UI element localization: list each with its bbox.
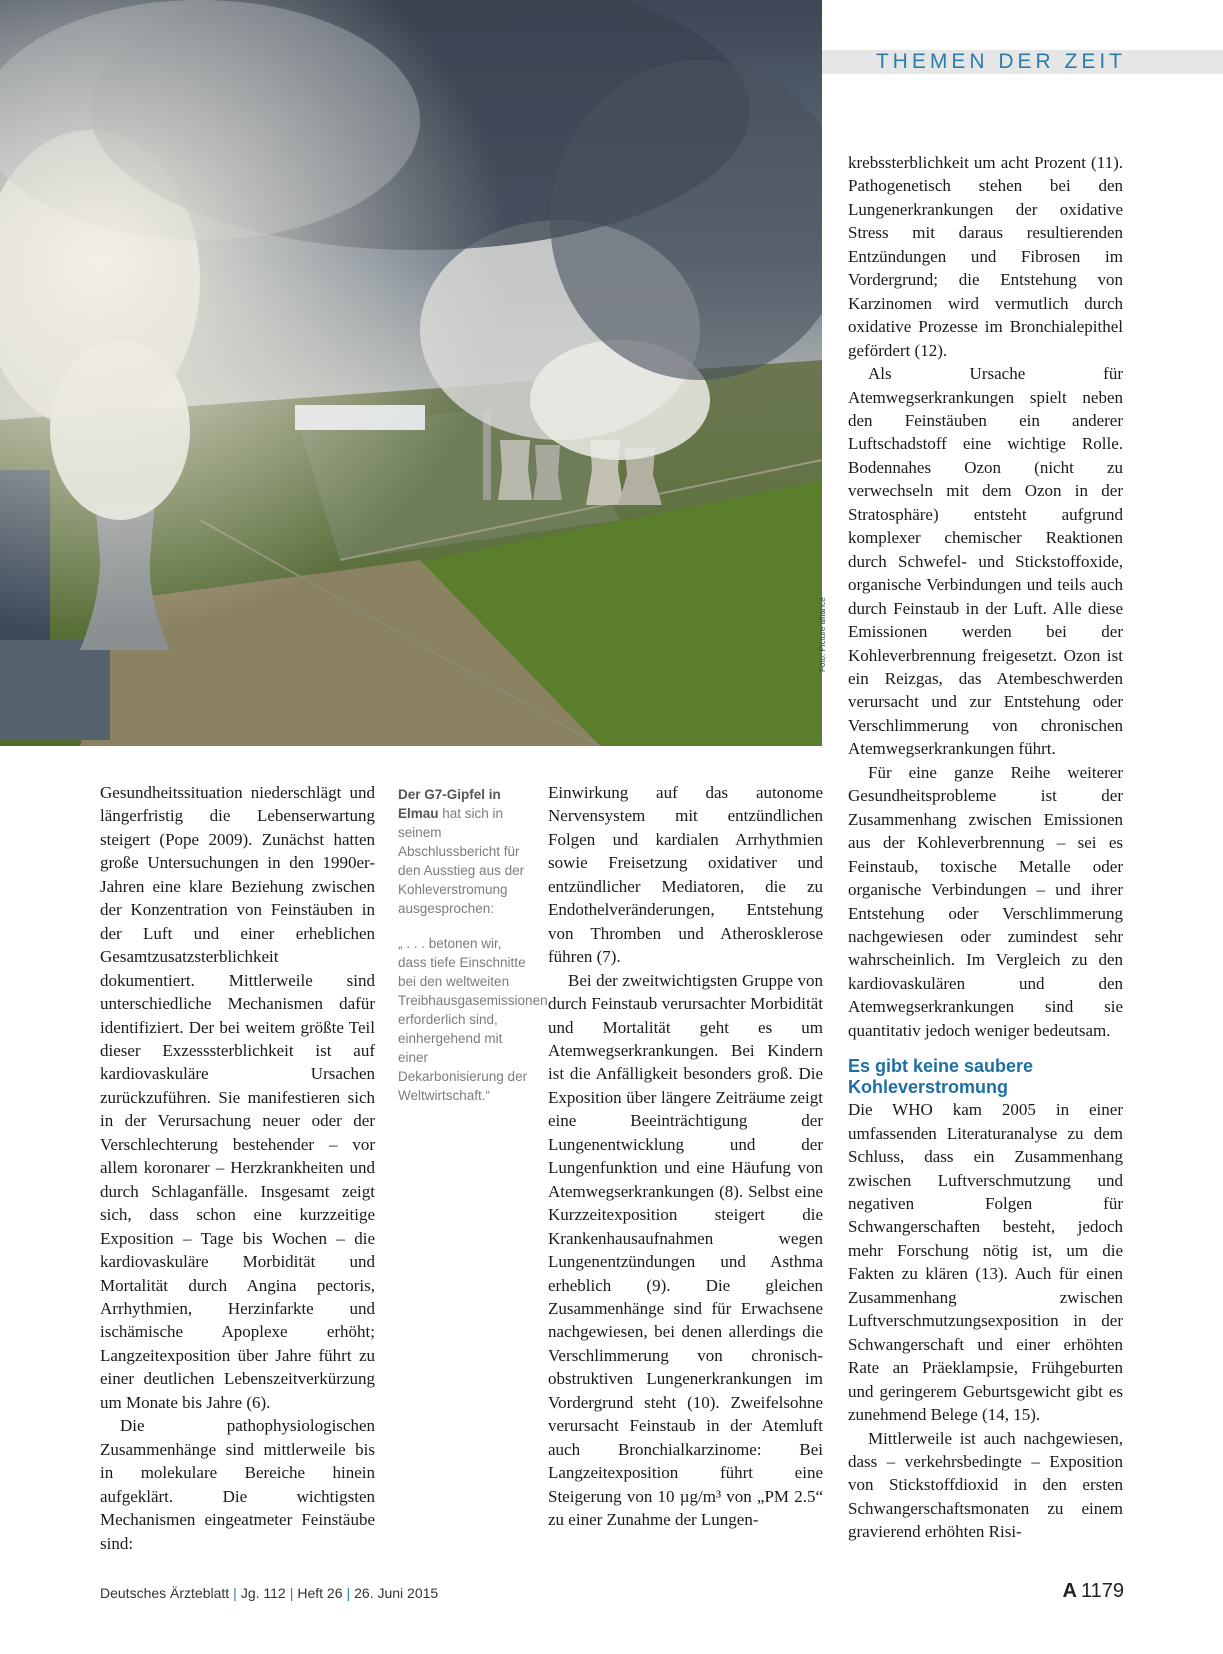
paragraph: Gesundheitssituation niederschlägt und längerfristig die Lebenserwartung steigert (Pope 2009). Zunächst hatten große Untersuchungen in den 1990er-Jahren eine klare Beziehung zwischen der Konzentration von Feinstäuben in der Luft und einer erheblichen Gesamtzusatzsterblichkeit dokumentiert. Mittlerweile sind unterschiedliche Mechanismen dafür identifiziert. Der bei weitem größte Teil dieser Exzesssterblichkeit ist auf kardiovaskuläre Ursachen zurückzuführen. Sie manifestieren sich in der Verursachung neuer oder der Verschlechterung bestehender – vor allem koronarer – Herzkrankheiten und durch Schlaganfälle. Insgesamt zeigt sich, dass schon eine kurzzeitige Exposition – Tage bis Wochen – die kardiovaskuläre Morbidität und Mortalität durch Angina pectoris, Arrhythmien, Herzinfarkte und ischämische Apoplexe erhöht; Langzeitexposition über Jahre führt zu einer deutlichen Lebenszeitverkürzung um Monate bis Jahre (6).	[100, 783, 375, 1412]
sidebar-lead-strong: Der G7-Gipfel in Elmau	[398, 787, 501, 821]
footer-separator: |	[289, 1585, 294, 1601]
page-number	[1040, 1580, 1124, 1603]
text-column-2	[548, 781, 823, 1532]
power-plant-photo	[0, 0, 822, 746]
journal-name: Deutsches Ärzteblatt	[100, 1585, 230, 1601]
footer-separator: |	[233, 1585, 237, 1601]
paragraph: Mittlerweile ist auch nachgewiesen, dass – verkehrsbedingte – Exposition von Stickstoffdioxid in den ersten Schwangerschaftsmonaten zu einem gravierend erhöhten Risi-	[848, 1428, 1123, 1542]
text-column-3	[848, 151, 1123, 1544]
paragraph: Als Ursache für Atemwegserkrankungen spielt neben den Feinstäuben ein anderer Luftschadstoff eine wichtige Rolle. Bodennahes Ozon (nicht zu verwechseln mit dem Ozon in der Stratosphäre) entsteht aufgrund komplexer chemischer Reaktionen durch Schwefel- und Stickstoffoxide, organische Verbindungen und teils auch durch Feinstaub in der Luft. Alle diese Emissionen werden bei der Kohleverbrennung freigesetzt. Ozon ist ein Reizgas, das Atembeschwerden verursacht und zur Entstehung oder Verschlimmerung von chronischen Atemwegserkrankungen führt.	[848, 364, 1123, 759]
power-plant-illustration	[0, 0, 822, 746]
paragraph: Bei der zweitwichtigsten Gruppe von durch Feinstaub verursachter Morbidität und Mortalität geht es um Atemwegserkrankungen. Bei Kindern ist die Anfälligkeit besonders groß. Die Exposition über längere Zeiträume zeigt eine Beeinträchtigung der Lungenentwicklung und der Lungenfunktion und eine Häufung von Atemwegserkrankungen (8). Selbst eine Kurzzeitexposition steigert die Krankenhausaufnahmen wegen Lungenentzündungen und Asthma erheblich (9). Die gleichen Zusammenhänge sind für Erwachsene nachgewiesen, bei denen allerdings die Verschlimmerung von chronisch-obstruktiven Lungenerkrankungen im Vordergrund steht (10). Zweifelsohne verursacht Feinstaub in der Atemluft auch Bronchialkarzinome: Bei Langzeitexposition führt eine Steigerung von 10 µg/m³ von „PM 2.5“ zu einer Zunahme der Lungen-	[548, 970, 823, 1530]
sidebar-lead-text: hat sich in seinem Abschlussbericht für den Ausstieg aus der Kohleverstromung ausgesprochen:	[398, 806, 525, 916]
journal-volume: Jg. 112	[240, 1585, 286, 1601]
sidebar-quote-box	[398, 785, 548, 1105]
journal-date: 26. Juni 2015	[354, 1585, 439, 1601]
journal-issue: Heft 26	[297, 1585, 343, 1601]
page-footer	[100, 1585, 438, 1601]
page-prefix: A	[1062, 1580, 1077, 1602]
paragraph: Die WHO kam 2005 in einer umfassenden Literaturanalyse zu dem Schluss, dass ein Zusammenhang zwischen Luftverschmutzung und negativen Folgen für Schwangerschaften besteht, jedoch mehr Forschung nötig ist, um die Fakten zu klären (13). Auch für einen Zusammenhang zwischen Luftverschmutzungsexposition in der Schwangerschaft und einer erhöhten Rate an Präeklampsie, Frühgeburten und geringerem Geburtsgewicht gibt es zunehmend Belege (14, 15).	[848, 1100, 1123, 1425]
paragraph: Für eine ganze Reihe weiterer Gesundheitsprobleme ist der Zusammenhang zwischen Emissionen aus der Kohleverbrennung – sei es Feinstaub, toxische Metalle oder organische Verbindungen – und ihrer Entstehung oder Verschlimmerung nachgewiesen oder zumindest sehr wahrscheinlich. Im Vergleich zu den kardiovaskulären und den Atemwegserkrankungen sind sie quantitativ jedoch weniger bedeutsam.	[848, 762, 1123, 1040]
section-subheading: Es gibt keine saubere Kohleverstromung	[848, 1056, 1034, 1098]
text-column-1	[100, 781, 375, 1555]
paragraph: krebssterblichkeit um acht Prozent (11). Pathogenetisch stehen bei den Lungenerkrankungen der oxidative Stress mit daraus resultierenden Entzündungen und Fibrosen im Vordergrund; die Entstehung von Karzinomen wird vermutlich durch oxidative Prozesse im Bronchialepithel gefördert (12).	[848, 153, 1123, 360]
sidebar-lead	[398, 785, 532, 918]
paragraph: Die pathophysiologischen Zusammenhänge sind mittlerweile bis in molekulare Bereiche hinein aufgeklärt. Die wichtigsten Mechanismen eingeatmeter Feinstäube sind:	[100, 1416, 375, 1553]
photo-credit: Foto: Picture alliance	[818, 597, 827, 672]
footer-separator: |	[346, 1585, 351, 1601]
page-number-value: 1179	[1080, 1580, 1124, 1602]
section-title: THEMEN DER ZEIT	[875, 50, 1126, 73]
paragraph: Einwirkung auf das autonome Nervensystem mit entzündlichen Folgen und kardialen Arrhythmien sowie Freisetzung oxidativer und entzündlicher Mediatoren, die zu Endothelveränderungen, Entstehung von Thromben und Atherosklerose führen (7).	[548, 783, 823, 967]
sidebar-quote: „ . . . betonen wir, dass tiefe Einschnitte bei den weltweiten Treibhausgasemissionen erforderlich sind, einhergehend mit einer Dekarbonisierung der Weltwirtschaft.“	[398, 936, 548, 1103]
